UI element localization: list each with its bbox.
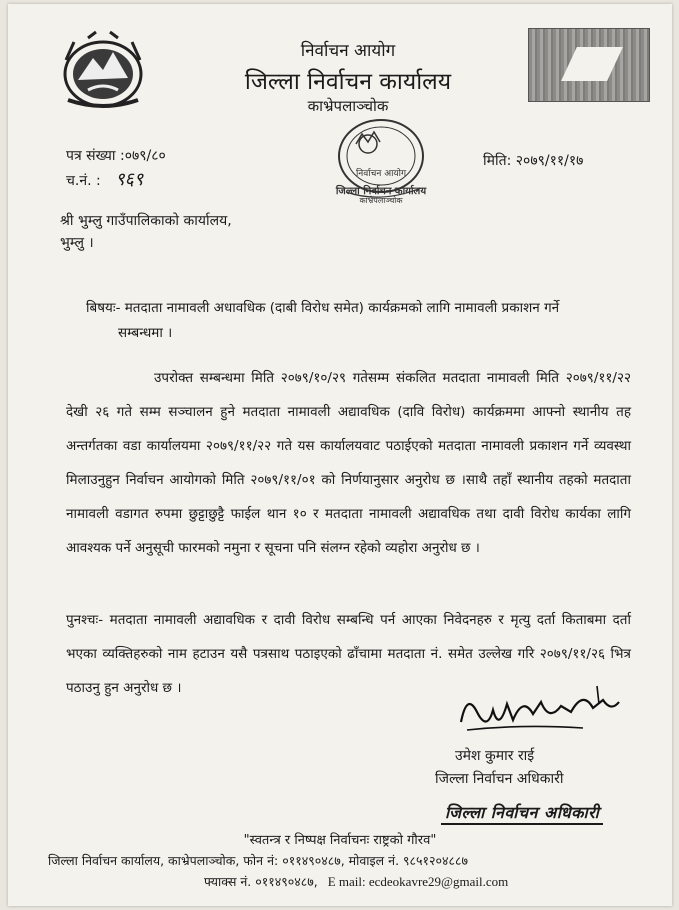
chalani-value: ९६९ <box>115 169 144 190</box>
seal-text-upper: निर्वाचन आयोग <box>355 169 407 179</box>
recipient-line-1: श्री भुम्लु गाउँपालिकाको कार्यालय, <box>60 213 232 229</box>
chalani-label: च.नं. : <box>66 173 101 189</box>
footer-fax: फ्याक्स नं. ०११४९०४८७, <box>204 874 318 889</box>
signatory-title: जिल्ला निर्वाचन अधिकारी <box>435 771 564 787</box>
signatory-stamp: जिल्ला निर्वाचन अधिकारी <box>441 801 603 825</box>
office-seal-icon <box>326 114 436 204</box>
postscript: पुनश्चः- मतदाता नामावली अद्यावधिक र दावी विरोध सम्बन्धि पर्न आएका निवेदनहरु र मृत्यु दर्ता किताबमा दर्ता भएका व्यक्तिहरुको नाम हटाउन यसै पत्रसाथ पठाइएको ढाँचामा मतदाता नं. समेत उल्लेख गरि २०७९/११/२६ भित्र पठाउनु हुन अनुरोध छ । <box>66 612 631 696</box>
signatory-name: उमेश कुमार राई <box>455 748 535 764</box>
letter-body: उपरोक्त सम्बन्धमा मिति २०७९/१०/२९ गतेसम्म संकलित मतदाता नामावली मिति २०७९/११/२२ देखी २६ गते सम्म सञ्चालन हुने मतदाता नामावली अद्यावधिक (दावि विरोध) कार्यक्रममा आफ्नो स्थानीय तह अन्तर्गतका वडा कार्यालयमा २०७९/११/२२ गते यस कार्यालयवाट पठाईएको मतदाता नामावली प्रकाशन गर्ने व्यवस्था मिलाउनुहुन निर्वाचन आयोगको मिति २०७९/११/०१ को निर्णयानुसार अनुरोध छ ।साथै तहाँ स्थानीय तहको मतदाता नामावली वडागत रुपमा छुट्टाछुट्टै फाईल थान १० र मतदाता नामावली अद्यावधिक तथा दावी विरोध कार्यका लागि आवश्यक पर्ने अनुसूची फारमको नमुना र सूचना पनि संलग्न रहेको व्यहोरा अनुरोध छ । <box>66 370 631 556</box>
subject-line-2: सम्बन्धमा । <box>118 325 173 341</box>
seal-text-lower: जिल्ला निर्वाचन कार्यालय <box>335 186 427 197</box>
district-name: काभ्रेपलाञ्चोक <box>307 97 389 115</box>
nepal-flag-icon <box>528 28 650 102</box>
commission-name: निर्वाचन आयोग <box>300 41 396 61</box>
handwritten-signature-icon <box>453 682 623 742</box>
footer-fax-email <box>204 873 604 890</box>
subject <box>86 296 631 346</box>
chalani-number <box>66 167 143 191</box>
subject-line-1: बिषयः- मतदाता नामावली अधावधिक (दाबी विरोध समेत) कार्यक्रमको लागि नामावली प्रकाशन गर्ने <box>86 300 560 316</box>
footer-slogan: "स्वतन्त्र र निष्पक्ष निर्वाचनः राष्ट्रको गौरव" <box>243 833 437 848</box>
nepal-emblem-icon <box>58 30 148 110</box>
footer-email: E mail: ecdeokavre29@gmail.com <box>327 874 509 889</box>
letter-page <box>8 4 672 906</box>
recipient-line-2: भुम्लु । <box>60 235 94 251</box>
office-name: जिल्ला निर्वाचन कार्यालय <box>244 69 452 95</box>
patra-sankhya: पत्र संख्या :०७९/८० <box>66 148 166 164</box>
seal-text-place: काभ्रेपलाञ्चोक <box>359 196 403 204</box>
letter-date: मिति: २०७९/११/१७ <box>483 153 584 169</box>
footer-contact: जिल्ला निर्वाचन कार्यालय, काभ्रेपलाञ्चोक, फोन नं: ०११४९०४८७, मोवाइल नं. ९८५१२०४८८७ <box>48 853 469 868</box>
